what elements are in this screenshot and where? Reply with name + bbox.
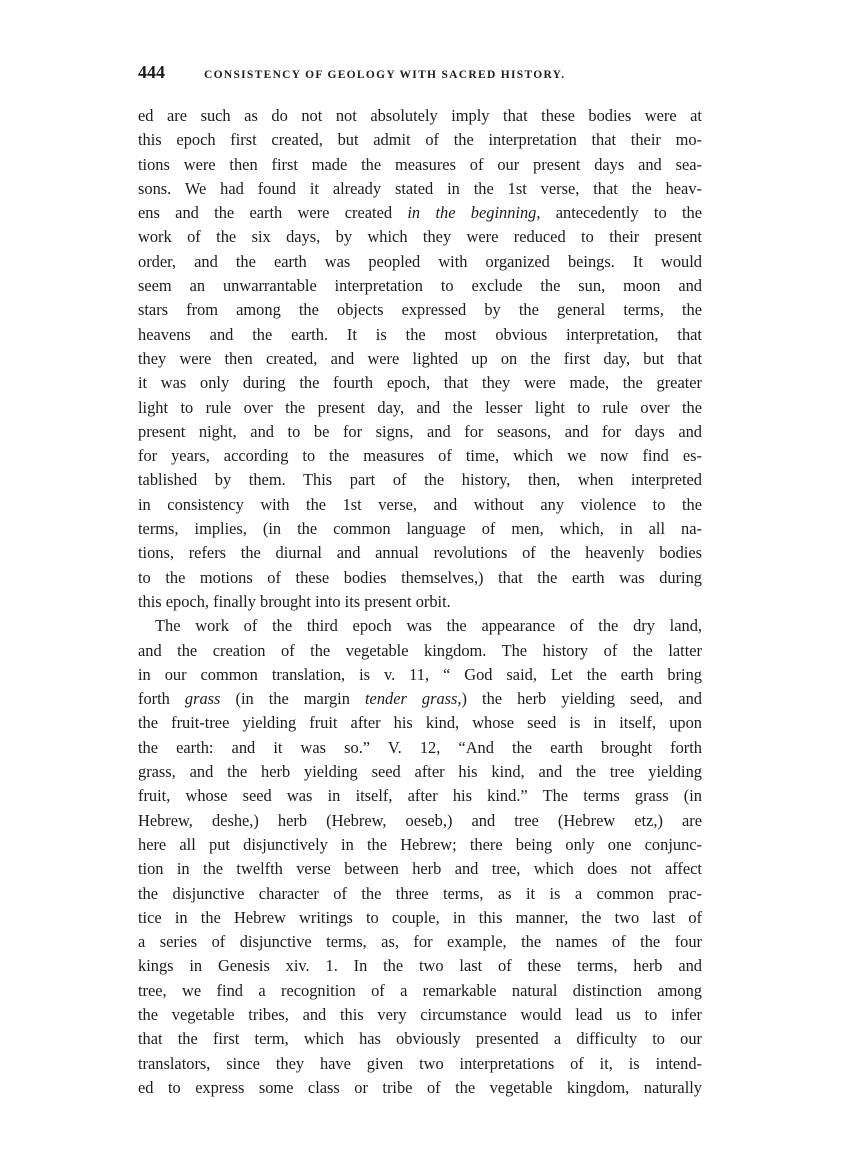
line-text: light to rule over the present day, and the lesser light to rule over the [138,397,702,417]
line-text: a series of disjunctive terms, as, for example, the names of the four [138,932,702,952]
line-text: to the motions of these bodies themselves,) that the earth was during [138,567,702,587]
line-text: ens and the earth were created [138,203,408,223]
line-text: the vegetable tribes, and this very circumstance would lead us to infer [138,1004,702,1024]
line-text: (in the margin [220,689,365,709]
line-text: tice in the Hebrew writings to couple, in this manner, the two last of [138,907,702,927]
text-line [138,590,702,614]
running-title: CONSISTENCY OF GEOLOGY WITH SACRED HISTORY. [204,69,566,81]
text-line [138,128,702,152]
line-text: seem an unwarrantable interpretation to exclude the sun, moon and [138,276,702,296]
line-text: sons. We had found it already stated in the 1st verse, that the heav- [138,178,702,198]
line-text: that the first term, which has obviously presented a difficulty to our [138,1029,702,1049]
text-line [138,663,702,687]
line-text: tree, we find a recognition of a remarkable natural distinction among [138,980,702,1000]
text-line [138,857,702,881]
italic-text: tender grass, [364,689,462,709]
text-line [138,711,702,735]
text-line [138,833,702,857]
line-text: ed to express some class or tribe of the vegetable kingdom, naturally [138,1077,702,1097]
text-line [138,347,702,371]
text-line [138,882,702,906]
line-text: tion in the twelfth verse between herb and tree, which does not affect [138,859,702,879]
line-text: for years, according to the measures of time, which we now find es- [138,446,702,466]
line-text: kings in Genesis xiv. 1. In the two last of these terms, herb and [138,956,702,976]
italic-text: grass [184,689,221,709]
line-text: fruit, whose seed was in itself, after his kind.” The terms grass (in [138,786,702,806]
line-text: tablished by them. This part of the history, then, when interpreted [138,470,702,490]
text-line [138,1076,702,1100]
text-line [138,444,702,468]
text-line [138,298,702,322]
line-text: present night, and to be for signs, and for seasons, and for days and [138,421,702,441]
text-line [138,371,702,395]
text-line [138,153,702,177]
line-text: the disjunctive character of the three terms, as it is a common prac- [138,883,702,903]
line-text: this epoch first created, but admit of the interpretation that their mo- [138,130,702,150]
text-line [138,614,702,638]
line-text: work of the six days, by which they were reduced to their present [138,227,702,247]
text-line [138,930,702,954]
text-line [138,979,702,1003]
text-line [138,954,702,978]
line-text: , antecedently to the [536,203,702,223]
text-line [138,687,702,711]
italic-text: in the beginning [407,203,537,223]
text-line [138,1003,702,1027]
line-text: this epoch, finally brought into its present orbit. [138,591,451,611]
line-text: in consistency with the 1st verse, and without any violence to the [138,494,702,514]
text-line [138,420,702,444]
line-text: heavens and the earth. It is the most obvious interpretation, that [138,324,702,344]
line-text: The work of the third epoch was the appearance of the dry land, [155,616,702,636]
text-line [138,250,702,274]
line-text: here all put disjunctively in the Hebrew; there being only one conjunc- [138,834,702,854]
text-line [138,201,702,225]
text-line [138,225,702,249]
line-text: it was only during the fourth epoch, that they were made, the greater [138,373,702,393]
line-text: they were then created, and were lighted up on the first day, but that [138,348,702,368]
line-text: the fruit-tree yielding fruit after his kind, whose seed is in itself, upon [138,713,702,733]
line-text: ed are such as do not not absolutely imply that these bodies were at [138,106,702,125]
text-line [138,906,702,930]
line-text: the earth: and it was so.” V. 12, “And the earth brought forth [138,737,702,757]
line-text: Hebrew, deshe,) herb (Hebrew, oeseb,) and tree (Hebrew etz,) are [138,810,702,830]
text-line [138,566,702,590]
text-line [138,468,702,492]
line-text: in our common translation, is v. 11, “ God said, Let the earth bring [138,664,702,684]
running-head [138,62,702,88]
line-text: translators, since they have given two interpretations of it, is intend- [138,1053,702,1073]
text-line [138,784,702,808]
line-text: order, and the earth was peopled with organized beings. It would [138,251,702,271]
line-text: stars from among the objects expressed by the general terms, the [138,300,702,320]
text-line [138,323,702,347]
line-text: tions were then first made the measures of our present days and sea- [138,154,702,174]
page-number: 444 [138,62,165,82]
text-line [138,104,702,128]
text-line [138,493,702,517]
line-text: ) the herb yielding seed, and [461,689,702,709]
text-line [138,760,702,784]
line-text: forth [138,689,185,709]
book-page [138,62,702,1100]
line-text: tions, refers the diurnal and annual revolutions of the heavenly bodies [138,543,702,563]
text-line [138,639,702,663]
line-text: terms, implies, (in the common language of men, which, in all na- [138,519,702,539]
text-line [138,396,702,420]
text-line [138,736,702,760]
text-line [138,541,702,565]
text-line [138,1052,702,1076]
text-line [138,809,702,833]
line-text: grass, and the herb yielding seed after his kind, and the tree yielding [138,762,702,782]
text-line [138,274,702,298]
body-text [138,104,702,1100]
text-line [138,1027,702,1051]
text-line [138,517,702,541]
text-line [138,177,702,201]
line-text: and the creation of the vegetable kingdom. The history of the latter [138,640,702,660]
